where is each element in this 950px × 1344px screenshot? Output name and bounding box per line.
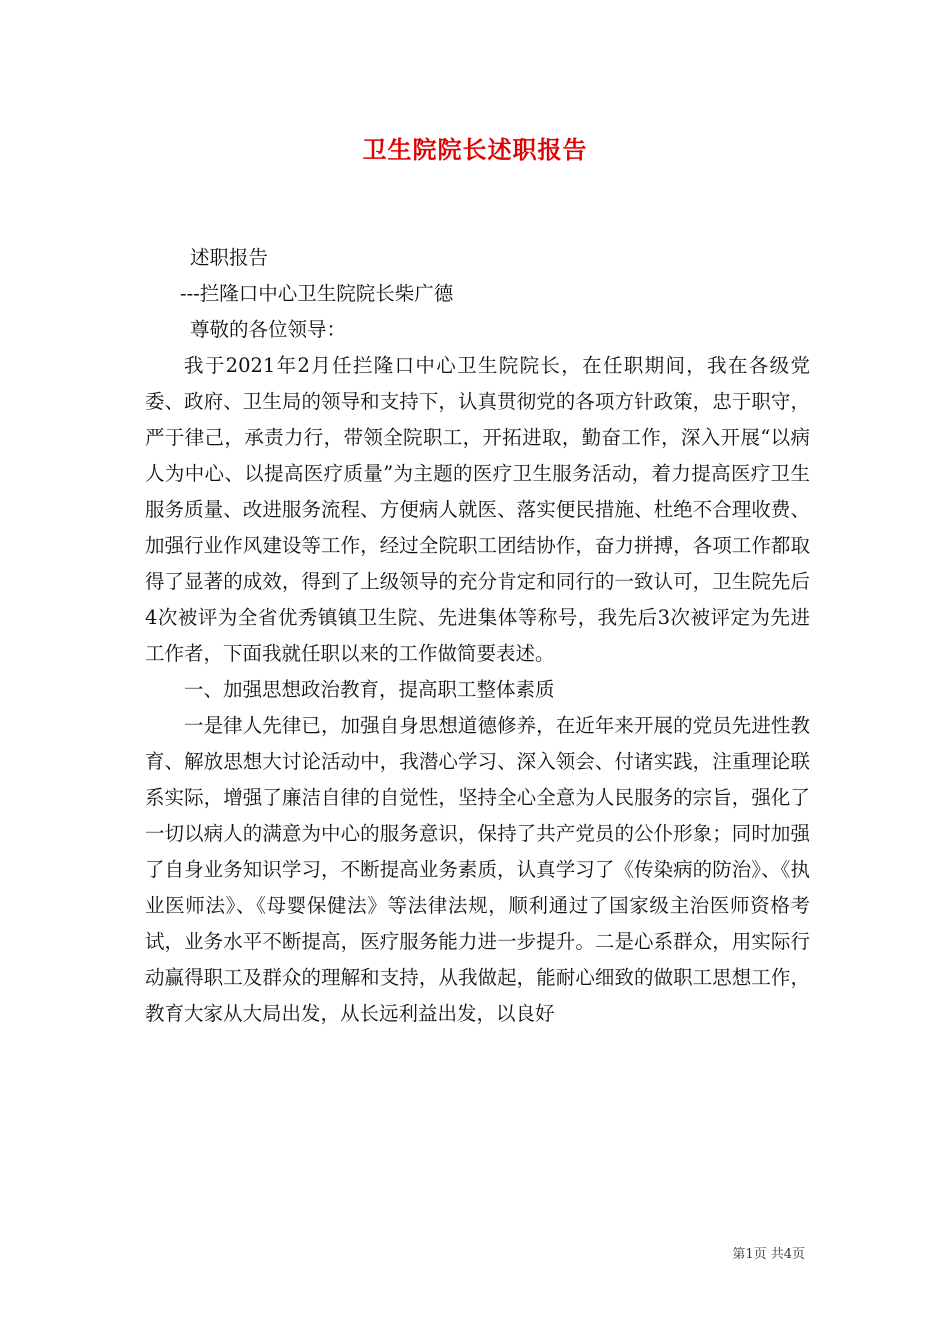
document-body	[145, 240, 810, 1032]
paragraph-section-one: 一是律人先律已，加强自身思想道德修养，在近年来开展的党员先进性教育、解放思想大讨论活动中，我潜心学习、深入领会、付诸实践，注重理论联系实际，增强了廉洁自律的自觉性，坚持全心全意为人民服务的宗旨，强化了一切以病人的满意为中心的服务意识，保持了共产党员的公仆形象；同时加强了自身业务知识学习，不断提高业务素质，认真学习了《传染病的防治》、《执业医师法》、《母婴保健法》等法律法规，顺利通过了国家级主治医师资格考试，业务水平不断提高，医疗服务能力进一步提升。二是心系群众，用实际行动赢得职工及群众的理解和支持，从我做起，能耐心细致的做职工思想工作，教育大家从大局出发，从长远利益出发，以良好	[145, 714, 810, 1025]
author-line: ---拦隆口中心卫生院院长柴广德	[180, 282, 454, 305]
document-subtitle: 述职报告	[190, 246, 269, 269]
section-heading: 一、加强思想政治教育，提高职工整体素质	[184, 678, 555, 701]
salutation: 尊敬的各位领导：	[190, 318, 347, 341]
paragraph-intro: 我于2021年2月任拦隆口中心卫生院院长，在任职期间，我在各级党委、政府、卫生局的领导和支持下，认真贯彻党的各项方针政策，忠于职守，严于律己，承责力行，带领全院职工，开拓进取，勤奋工作，深入开展“以病人为中心、以提高医疗质量”为主题的医疗卫生服务活动，着力提高医疗卫生服务质量、改进服务流程、方便病人就医、落实便民措施、杜绝不合理收费、加强行业作风建设等工作，经过全院职工团结协作，奋力拼搏，各项工作都取得了显著的成效，得到了上级领导的充分肯定和同行的一致认可，卫生院先后4次被评为全省优秀镇镇卫生院、先进集体等称号，我先后3次被评定为先进工作者，下面我就任职以来的工作做简要表述。	[145, 354, 810, 665]
document-title: 卫生院院长述职报告	[362, 135, 588, 164]
page-number: 第1页 共4页	[732, 1247, 805, 1262]
